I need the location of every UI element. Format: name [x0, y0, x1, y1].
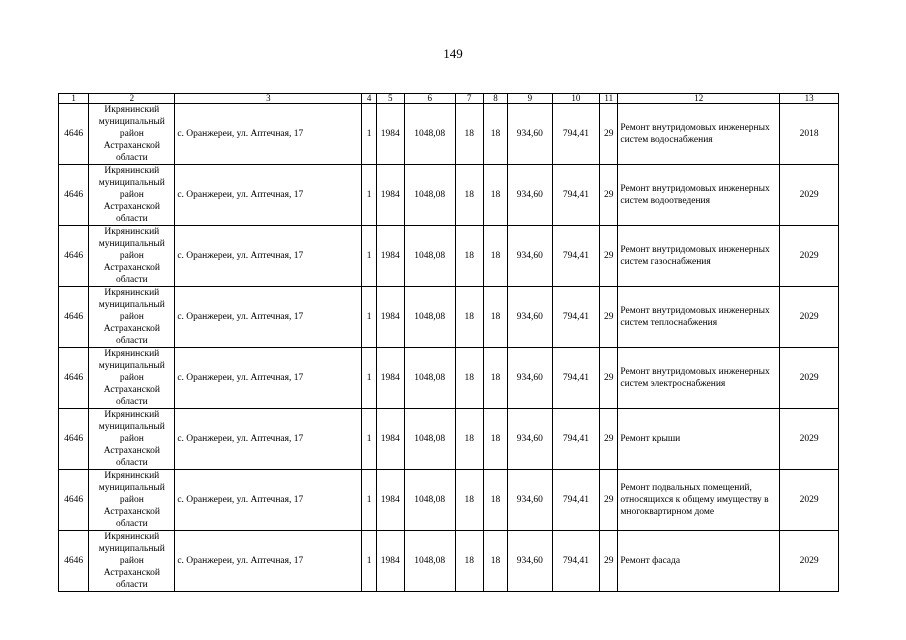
cell-c7: 18	[455, 226, 483, 287]
column-header: 9	[508, 94, 553, 104]
cell-planned-year: 2029	[780, 531, 839, 592]
cell-c11: 29	[600, 104, 618, 165]
cell-c11: 29	[600, 226, 618, 287]
cell-planned-year: 2029	[780, 470, 839, 531]
table-row	[59, 531, 839, 592]
cell-c8: 18	[483, 409, 507, 470]
cell-address: с. Оранжереи, ул. Аптечная, 17	[175, 409, 362, 470]
table-row	[59, 165, 839, 226]
cell-area: 1048,08	[404, 165, 455, 226]
column-header: 7	[455, 94, 483, 104]
table-row	[59, 104, 839, 165]
cell-c11: 29	[600, 348, 618, 409]
cell-address: с. Оранжереи, ул. Аптечная, 17	[175, 470, 362, 531]
cell-c9: 934,60	[508, 226, 553, 287]
cell-c4: 1	[362, 470, 376, 531]
cell-c4: 1	[362, 531, 376, 592]
cell-municipality: Икрянинский муниципальный район Астраханской области	[89, 104, 175, 165]
cell-c11: 29	[600, 287, 618, 348]
cell-c4: 1	[362, 165, 376, 226]
cell-c9: 934,60	[508, 348, 553, 409]
cell-id: 4646	[59, 287, 89, 348]
repair-schedule-table	[58, 93, 839, 592]
cell-id: 4646	[59, 226, 89, 287]
cell-c10: 794,41	[552, 470, 600, 531]
cell-c8: 18	[483, 287, 507, 348]
cell-work-type: Ремонт подвальных помещений, относящихся к общему имуществу в многоквартирном доме	[618, 470, 780, 531]
column-header: 6	[404, 94, 455, 104]
cell-c8: 18	[483, 104, 507, 165]
cell-year: 1984	[376, 531, 404, 592]
cell-c7: 18	[455, 531, 483, 592]
cell-c8: 18	[483, 470, 507, 531]
cell-work-type: Ремонт фасада	[618, 531, 780, 592]
cell-municipality: Икрянинский муниципальный район Астраханской области	[89, 409, 175, 470]
cell-work-type: Ремонт внутридомовых инженерных систем теплоснабжения	[618, 287, 780, 348]
cell-c10: 794,41	[552, 348, 600, 409]
cell-address: с. Оранжереи, ул. Аптечная, 17	[175, 531, 362, 592]
column-header: 12	[618, 94, 780, 104]
column-header: 4	[362, 94, 376, 104]
cell-c8: 18	[483, 348, 507, 409]
cell-c11: 29	[600, 470, 618, 531]
cell-work-type: Ремонт внутридомовых инженерных систем газоснабжения	[618, 226, 780, 287]
cell-c10: 794,41	[552, 165, 600, 226]
table-row	[59, 470, 839, 531]
cell-planned-year: 2029	[780, 287, 839, 348]
cell-c4: 1	[362, 287, 376, 348]
cell-work-type: Ремонт крыши	[618, 409, 780, 470]
column-header: 10	[552, 94, 600, 104]
cell-c10: 794,41	[552, 409, 600, 470]
cell-c4: 1	[362, 226, 376, 287]
cell-year: 1984	[376, 287, 404, 348]
cell-c9: 934,60	[508, 104, 553, 165]
cell-address: с. Оранжереи, ул. Аптечная, 17	[175, 287, 362, 348]
cell-planned-year: 2029	[780, 348, 839, 409]
cell-municipality: Икрянинский муниципальный район Астраханской области	[89, 165, 175, 226]
column-header: 5	[376, 94, 404, 104]
table-row	[59, 409, 839, 470]
cell-c9: 934,60	[508, 531, 553, 592]
cell-c7: 18	[455, 287, 483, 348]
cell-area: 1048,08	[404, 104, 455, 165]
cell-municipality: Икрянинский муниципальный район Астраханской области	[89, 531, 175, 592]
cell-municipality: Икрянинский муниципальный район Астраханской области	[89, 287, 175, 348]
column-header: 11	[600, 94, 618, 104]
cell-c10: 794,41	[552, 531, 600, 592]
cell-c9: 934,60	[508, 470, 553, 531]
cell-c9: 934,60	[508, 165, 553, 226]
cell-work-type: Ремонт внутридомовых инженерных систем водоотведения	[618, 165, 780, 226]
cell-c4: 1	[362, 348, 376, 409]
cell-c10: 794,41	[552, 287, 600, 348]
cell-area: 1048,08	[404, 287, 455, 348]
cell-address: с. Оранжереи, ул. Аптечная, 17	[175, 348, 362, 409]
cell-c10: 794,41	[552, 104, 600, 165]
cell-work-type: Ремонт внутридомовых инженерных систем водоснабжения	[618, 104, 780, 165]
cell-c8: 18	[483, 226, 507, 287]
column-number-row	[59, 94, 839, 104]
cell-area: 1048,08	[404, 348, 455, 409]
cell-address: с. Оранжереи, ул. Аптечная, 17	[175, 165, 362, 226]
cell-area: 1048,08	[404, 409, 455, 470]
cell-id: 4646	[59, 348, 89, 409]
cell-id: 4646	[59, 531, 89, 592]
cell-address: с. Оранжереи, ул. Аптечная, 17	[175, 104, 362, 165]
column-header: 1	[59, 94, 89, 104]
cell-c4: 1	[362, 409, 376, 470]
table-row	[59, 348, 839, 409]
cell-c9: 934,60	[508, 409, 553, 470]
cell-c11: 29	[600, 531, 618, 592]
cell-year: 1984	[376, 348, 404, 409]
cell-municipality: Икрянинский муниципальный район Астраханской области	[89, 470, 175, 531]
cell-year: 1984	[376, 409, 404, 470]
column-header: 3	[175, 94, 362, 104]
table-row	[59, 287, 839, 348]
cell-c9: 934,60	[508, 287, 553, 348]
cell-c7: 18	[455, 348, 483, 409]
cell-year: 1984	[376, 226, 404, 287]
cell-c8: 18	[483, 165, 507, 226]
cell-c7: 18	[455, 104, 483, 165]
cell-c11: 29	[600, 409, 618, 470]
cell-work-type: Ремонт внутридомовых инженерных систем электроснабжения	[618, 348, 780, 409]
cell-id: 4646	[59, 104, 89, 165]
cell-area: 1048,08	[404, 531, 455, 592]
cell-id: 4646	[59, 470, 89, 531]
cell-year: 1984	[376, 165, 404, 226]
cell-address: с. Оранжереи, ул. Аптечная, 17	[175, 226, 362, 287]
cell-c7: 18	[455, 470, 483, 531]
cell-area: 1048,08	[404, 470, 455, 531]
page-number: 149	[443, 46, 463, 61]
cell-planned-year: 2029	[780, 165, 839, 226]
cell-c4: 1	[362, 104, 376, 165]
cell-municipality: Икрянинский муниципальный район Астраханской области	[89, 348, 175, 409]
cell-planned-year: 2029	[780, 409, 839, 470]
cell-c7: 18	[455, 165, 483, 226]
cell-id: 4646	[59, 409, 89, 470]
cell-c8: 18	[483, 531, 507, 592]
cell-planned-year: 2018	[780, 104, 839, 165]
cell-area: 1048,08	[404, 226, 455, 287]
cell-planned-year: 2029	[780, 226, 839, 287]
column-header: 13	[780, 94, 839, 104]
cell-year: 1984	[376, 470, 404, 531]
cell-c10: 794,41	[552, 226, 600, 287]
cell-id: 4646	[59, 165, 89, 226]
column-header: 8	[483, 94, 507, 104]
table-row	[59, 226, 839, 287]
cell-municipality: Икрянинский муниципальный район Астраханской области	[89, 226, 175, 287]
column-header: 2	[89, 94, 175, 104]
cell-c11: 29	[600, 165, 618, 226]
cell-year: 1984	[376, 104, 404, 165]
cell-c7: 18	[455, 409, 483, 470]
